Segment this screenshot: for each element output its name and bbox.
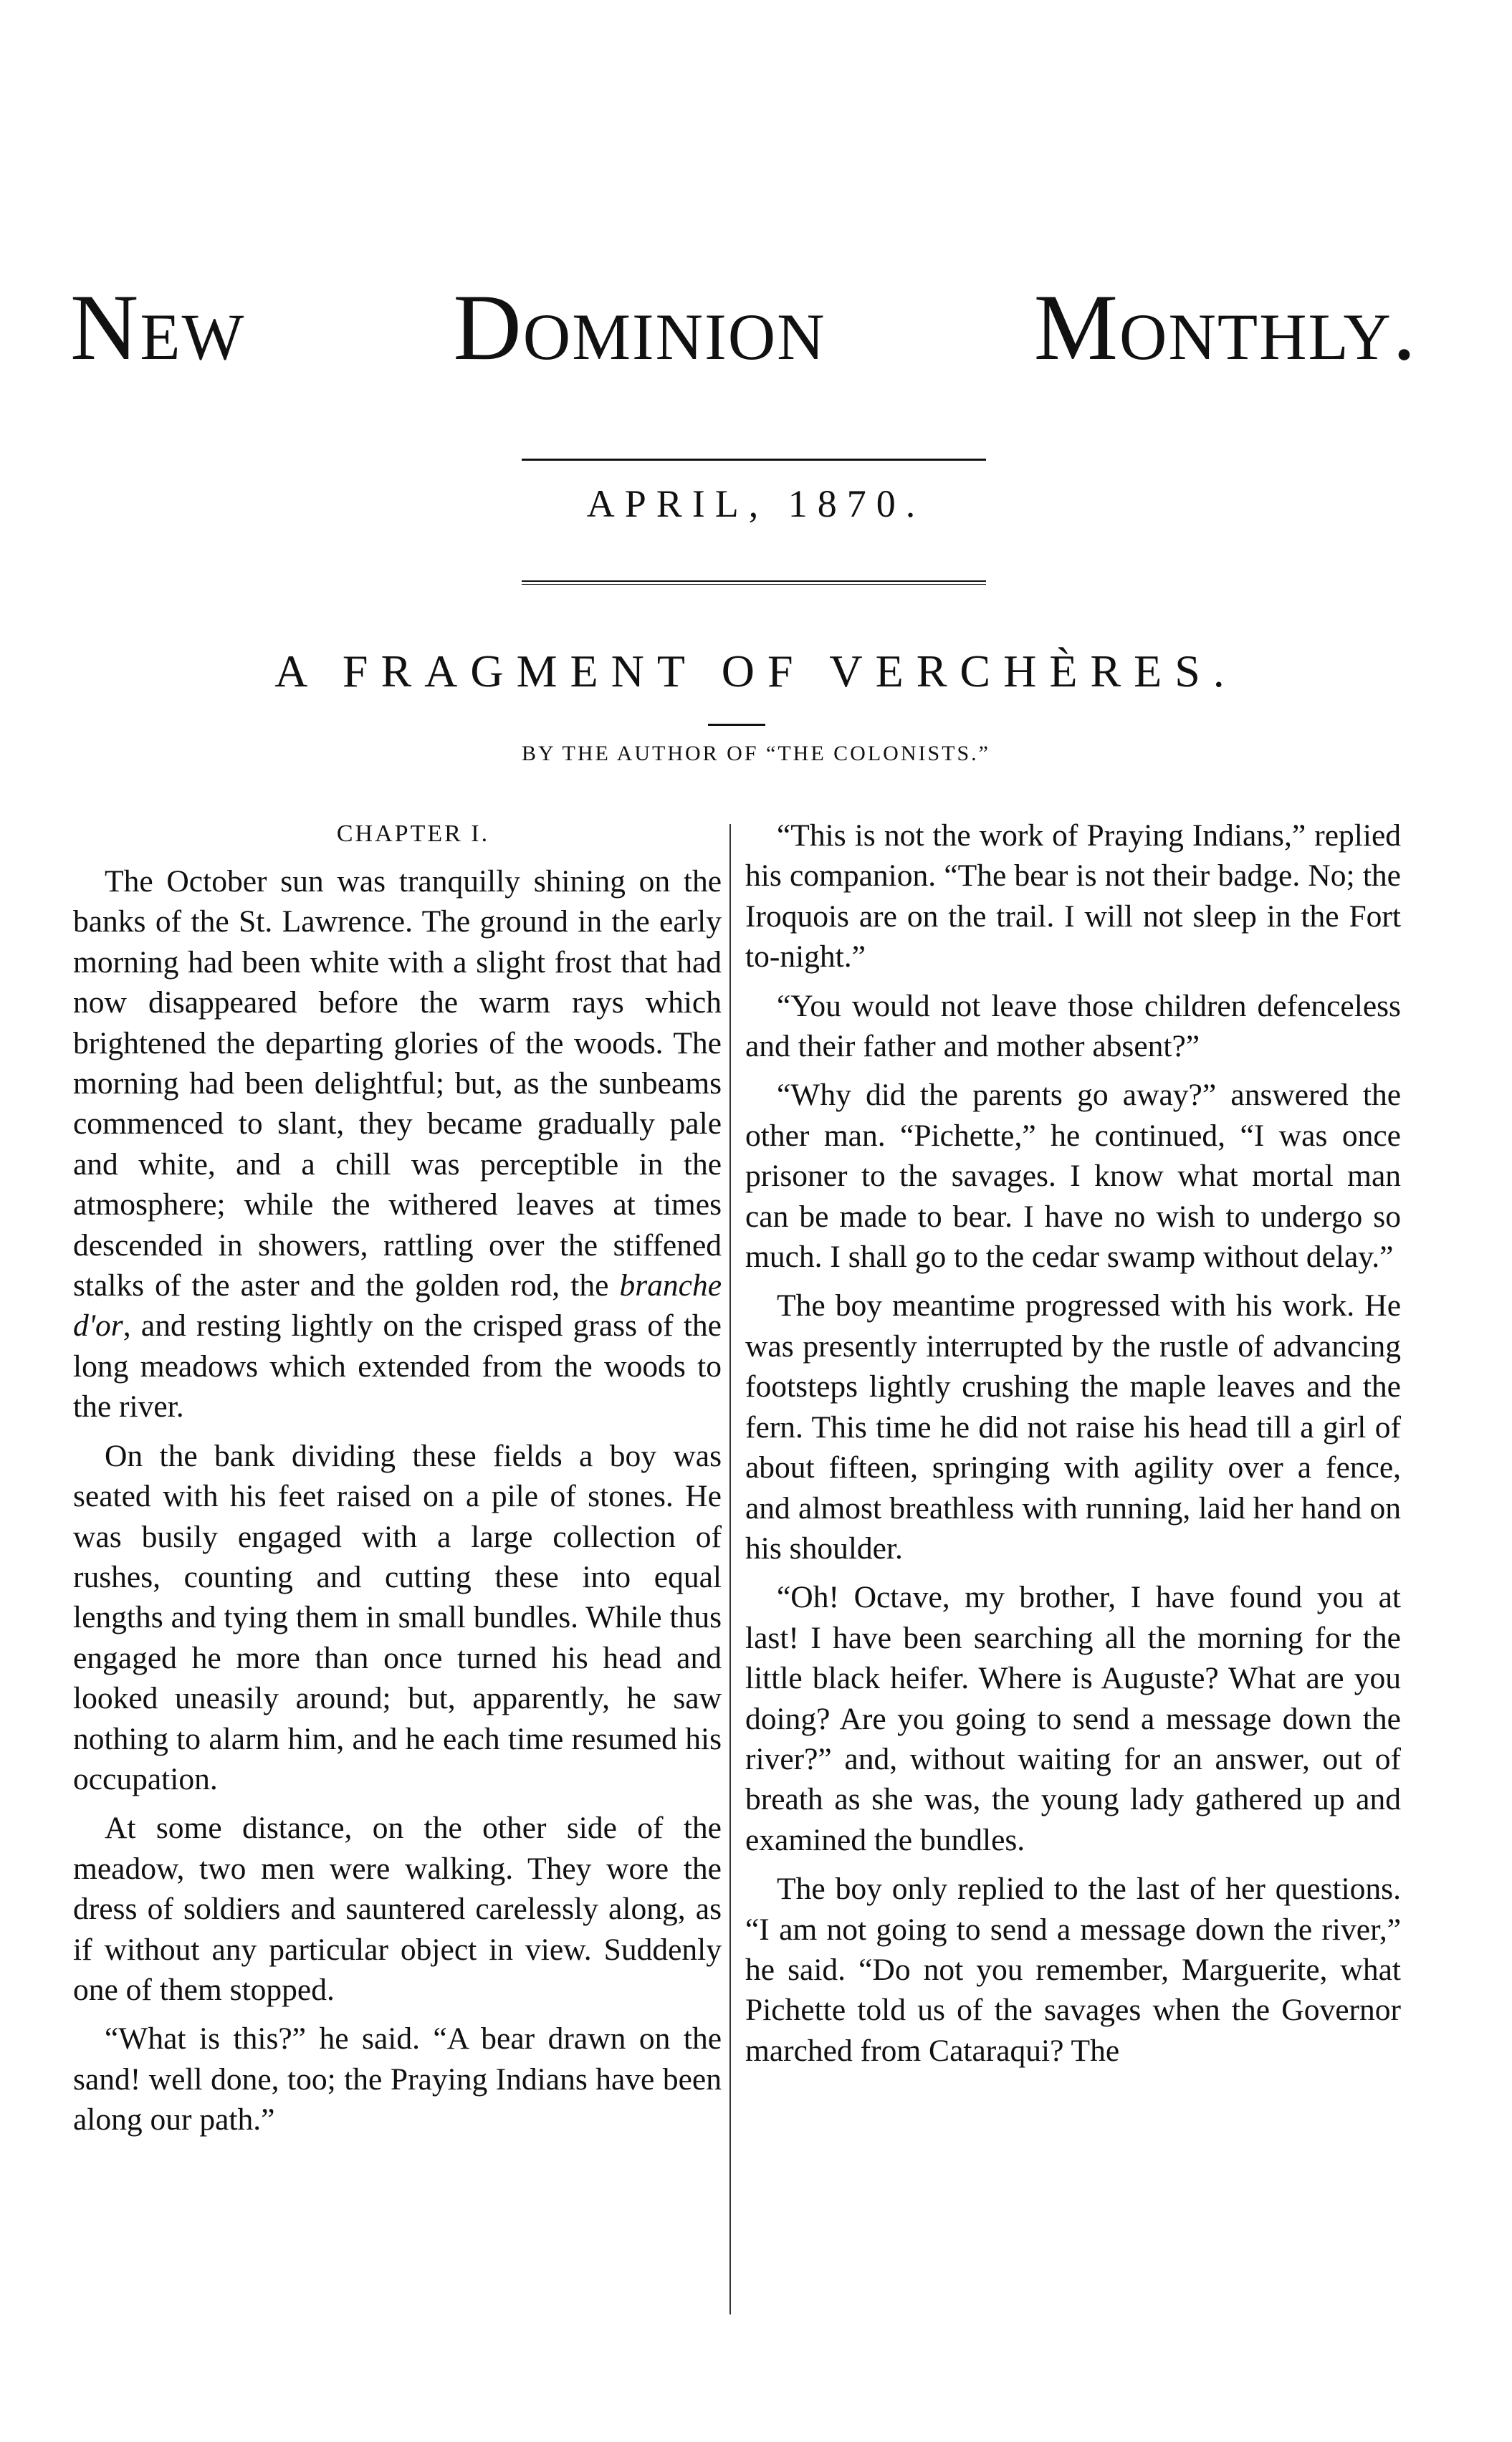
chapter-heading: CHAPTER I. (336, 820, 490, 847)
issue-date: APRIL, 1870. (586, 482, 926, 525)
paragraph: The boy meantime progressed with his work. He was presently interrupted by the rustle of advancing footsteps lightly crushing the maple leaves and the fern. This time he did not raise his head till a girl of about fifteen, springing with agility over a fence, and almost breathless with running, laid her hand on his shoulder. (745, 1288, 1401, 1566)
left-column (73, 815, 722, 2149)
column-divider (729, 824, 731, 2314)
article-title: A FRAGMENT OF VERCHÈRES. (274, 646, 1238, 696)
title-rule (708, 724, 765, 726)
date-rule-bottom (522, 580, 986, 585)
right-column (745, 815, 1401, 2079)
date-rule-top (522, 459, 986, 461)
paragraph: The boy only replied to the last of her questions. “I am not going to send a message down the river,” he said. “Do not you remember, Marguerite, what Pichette told us of the savages when the Governor marched from Cataraqui? The (745, 1872, 1401, 2068)
paragraph: “This is not the work of Praying Indians,” replied his companion. “The bear is not their badge. No; the Iroquois are on the trail. I will not sleep in the Fort to-night.” (745, 818, 1401, 975)
paragraph: “What is this?” he said. “A bear drawn on the sand! well done, too; the Praying Indians have been along our path.” (73, 2021, 722, 2137)
italic-phrase: branche d'or (73, 1268, 722, 1344)
article-byline: BY THE AUTHOR OF “THE COLONISTS.” (522, 742, 990, 765)
masthead-title: New Dominion Monthly. (70, 274, 1417, 380)
paragraph: “Oh! Octave, my brother, I have found you at last! I have been searching all the morning for the little black heifer. Where is Auguste? What are you doing? Are you going to send a message down the river?” and, without waiting for an answer, out of breath as she was, the young lady gathered up and examined the bundles. (745, 1580, 1401, 1857)
paragraph: “You would not leave those children defenceless and their father and mother absent?” (745, 988, 1401, 1064)
paragraph: The October sun was tranquilly shining on the banks of the St. Lawrence. The ground in the early morning had been white with a slight frost that had now disappeared before the warm rays which brightened the departing glories of the woods. The morning had been delightful; but, as the sunbeams commenced to slant, they became gradually pale and white, and a chill was perceptible in the atmosphere; while the withered leaves at times descended in showers, rattling over the stiffened stalks of the aster and the golden rod, the branche d'or, and resting lightly on the crisped grass of the long meadows which extended from the woods to the river. (73, 864, 722, 1424)
paragraph: “Why did the parents go away?” answered the other man. “Pichette,” he continued, “I was once prisoner to the savages. I know what mortal man can be made to bear. I have no wish to undergo so much. I shall go to the cedar swamp without delay.” (745, 1078, 1401, 1275)
paragraph: On the bank dividing these fields a boy was seated with his feet raised on a pile of stones. He was busily engaged with a large collection of rushes, counting and cutting these into equal lengths and tying them in small bundles. While thus engaged he more than once turned his head and looked uneasily around; but, apparently, he saw nothing to alarm him, and he each time resumed his occupation. (73, 1438, 722, 1796)
paragraph: At some distance, on the other side of the meadow, two men were walking. They wore the dress of soldiers and sauntered carelessly along, as if without any particular object in view. Suddenly one of them stopped. (73, 1811, 722, 2007)
